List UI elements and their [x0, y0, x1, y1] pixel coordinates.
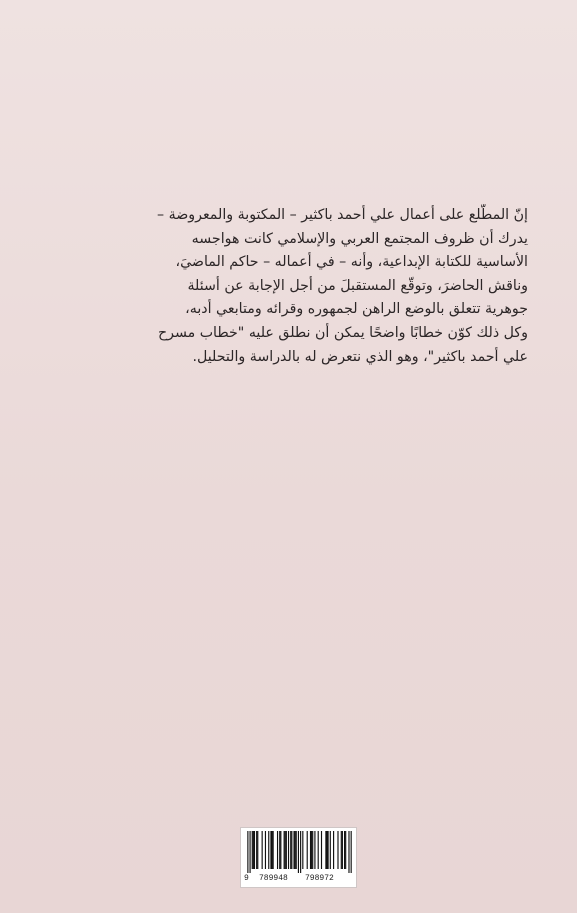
barcode-bar: [311, 831, 312, 869]
barcode-bar: [348, 831, 349, 873]
barcode-bar: [284, 831, 285, 869]
barcode-bar: [333, 831, 334, 869]
barcode-number-right: 798972: [305, 874, 334, 883]
barcode-bar: [262, 831, 263, 869]
barcode-bar: [293, 831, 294, 869]
barcode-bar: [302, 831, 303, 869]
isbn-barcode: [240, 827, 357, 888]
barcode-bar: [318, 831, 319, 869]
barcode-number-left: 789948: [259, 874, 288, 883]
barcode-bar: [342, 831, 343, 869]
barcode-bar: [296, 831, 297, 869]
barcode-bar: [337, 831, 338, 869]
barcode-bar: [247, 831, 248, 873]
barcode-bar: [300, 831, 301, 873]
barcode-bar: [298, 831, 299, 873]
barcode-bars: [244, 831, 355, 873]
barcode-bar: [341, 831, 342, 869]
barcode-bar: [270, 831, 271, 869]
barcode-number-prefix: 9: [244, 874, 249, 883]
barcode-bar: [288, 831, 289, 869]
barcode-bar: [273, 831, 274, 869]
barcode-bar: [345, 831, 346, 869]
barcode-bar: [280, 831, 281, 869]
barcode-bar: [351, 831, 352, 873]
barcode-bar: [321, 831, 322, 869]
barcode-bar: [312, 831, 313, 869]
barcode-bar: [257, 831, 258, 869]
synopsis-line-7: علي أحمد باكثير"، وهو الذي نتعرض له بالدراسة والتحليل.: [192, 348, 528, 365]
barcode-bar: [328, 831, 329, 869]
barcode-bar: [254, 831, 255, 869]
synopsis-line-6: وكل ذلك كوّن خطابًا واضحًا يمكن أن نطلق عليه "خطاب مسرح: [157, 324, 528, 341]
barcode-bar: [290, 831, 291, 869]
barcode-bar: [325, 831, 326, 869]
barcode-bar: [291, 831, 292, 869]
synopsis-line-5: جوهرية تتعلق بالوضع الراهن لجمهوره وقرائه ومتابعي أدبه،: [185, 301, 528, 318]
synopsis-line-3: الأساسية للكتابة الإبداعية، وأنه – في أعماله – حاكم الماضيَ،: [175, 254, 528, 271]
barcode-bar: [286, 831, 287, 869]
barcode-bar: [326, 831, 327, 869]
barcode-bar: [330, 831, 331, 869]
barcode-bar: [250, 831, 251, 873]
synopsis-paragraph: [50, 204, 528, 369]
barcode-bar: [279, 831, 280, 869]
barcode-bar: [271, 831, 272, 869]
barcode-bar: [252, 831, 253, 869]
barcode-bar: [268, 831, 269, 869]
barcode-bar: [253, 831, 254, 869]
barcode-bar: [285, 831, 286, 869]
barcode-bar: [295, 831, 296, 869]
synopsis-line-4: وناقش الحاضرَ، وتوقّع المستقبلَ من أجل الإجابة عن أسئلة: [187, 277, 528, 294]
synopsis-line-2: يدرك أن ظروف المجتمع العربي والإسلامي كانت هواجسه: [191, 230, 528, 247]
barcode-bar: [344, 831, 345, 869]
barcode-bar: [307, 831, 308, 869]
barcode-bar: [256, 831, 257, 869]
synopsis-line-1: إنّ المطّلع على أعمال علي أحمد باكثير – المكتوبة والمعروضة –: [157, 207, 528, 223]
barcode-bar: [277, 831, 278, 869]
barcode-bar: [310, 831, 311, 869]
barcode-bar: [314, 831, 315, 869]
barcode-bar: [265, 831, 266, 869]
